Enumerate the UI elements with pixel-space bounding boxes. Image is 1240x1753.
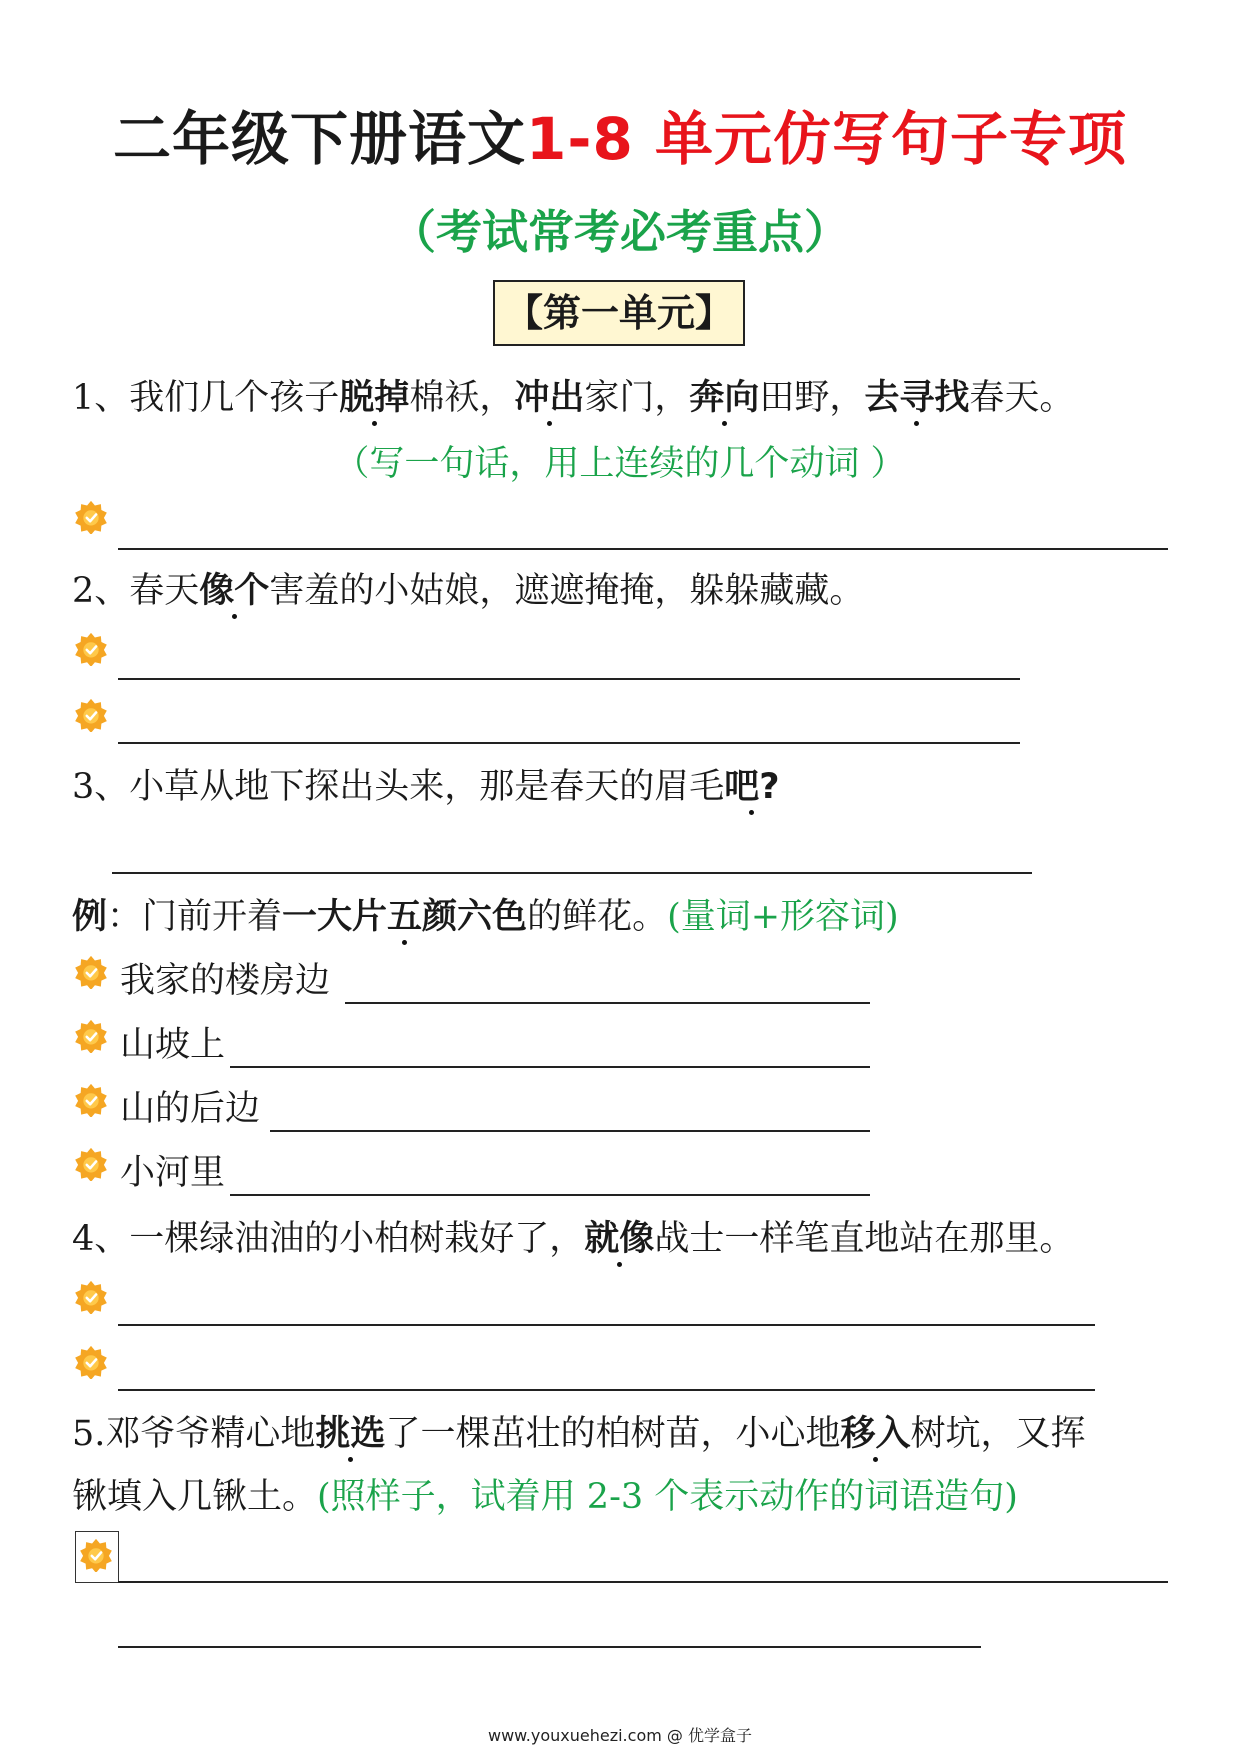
q5-text: 了一棵茁壮的柏树苗，小心地 <box>385 1414 841 1454</box>
question-4 <box>72 1216 1074 1262</box>
check-badge-icon <box>74 698 108 732</box>
example-keyword: 一大片五颜六色 <box>282 897 528 937</box>
q1-text: 家门， <box>584 378 690 418</box>
q3-keyword: 吧? <box>724 767 780 807</box>
answer-line-example-4[interactable] <box>230 1194 870 1196</box>
q1-text: 春天。 <box>969 378 1075 418</box>
q1-hint: （写一句话，用上连续的几个动词 ） <box>334 444 906 484</box>
example-label: 例 <box>72 897 108 937</box>
q2-text: 春天 <box>129 571 200 611</box>
check-badge-icon <box>74 1019 108 1053</box>
check-badge-icon <box>74 1147 108 1181</box>
check-badge-icon <box>74 955 108 989</box>
unit-heading: 【第一单元】 <box>493 280 745 346</box>
q2-keyword: 像个 <box>199 571 270 611</box>
q5-hint: (照样子，试着用 2-3 个表示动作的词语造句) <box>317 1477 1018 1517</box>
example-text: 门前开着 <box>142 897 283 937</box>
q1-text: 我们几个孩子 <box>129 378 340 418</box>
q1-text: 棉袄， <box>409 378 515 418</box>
q3-number: 3、 <box>72 767 130 807</box>
page-title <box>0 92 1240 176</box>
answer-line-example-2[interactable] <box>230 1066 870 1068</box>
check-badge-icon <box>74 500 108 534</box>
title-red-part: 1-8 单元仿写句子专项 <box>526 105 1127 173</box>
example-sentence <box>72 894 899 940</box>
subtitle: （考试常考必考重点） <box>390 205 850 259</box>
question-3 <box>72 764 780 810</box>
q5-text: 锹填入几锹土。 <box>72 1477 318 1517</box>
question-1 <box>72 375 1074 421</box>
check-badge-icon <box>74 1345 108 1379</box>
example-colon: ： <box>107 897 143 937</box>
q1-text: 田野， <box>759 378 865 418</box>
q5-verb-1: 挑选 <box>315 1414 386 1454</box>
answer-line-q5-1[interactable] <box>118 1581 1168 1583</box>
example-item: 山坡上 <box>120 1025 226 1065</box>
question-2 <box>72 568 864 614</box>
q4-number: 4、 <box>72 1219 130 1259</box>
answer-line-q3[interactable] <box>112 872 1032 874</box>
q3-text: 小草从地下探出头来，那是春天的眉毛 <box>129 767 725 807</box>
q5-verb-2: 移入 <box>840 1414 911 1454</box>
q1-number: 1、 <box>72 378 130 418</box>
q1-verb-1: 脱掉 <box>339 378 410 418</box>
q4-keyword: 就像 <box>584 1219 655 1259</box>
answer-line-q2-1[interactable] <box>118 678 1020 680</box>
footer-watermark: www.youxuehezi.com @ 优学盒子 <box>488 1726 752 1745</box>
q1-verb-2: 冲出 <box>514 378 585 418</box>
q5-text: 邓爷爷精心地 <box>105 1414 316 1454</box>
question-5-line-1 <box>72 1411 1085 1457</box>
example-text: 的鲜花。 <box>527 897 668 937</box>
q5-text: 树坑，又挥 <box>910 1414 1086 1454</box>
answer-line-example-1[interactable] <box>345 1002 870 1004</box>
answer-line-q1[interactable] <box>118 548 1168 550</box>
example-hint: (量词+形容词) <box>667 897 899 937</box>
answer-line-q2-2[interactable] <box>118 742 1020 744</box>
check-badge-icon <box>74 1083 108 1117</box>
q5-number: 5. <box>72 1414 106 1454</box>
q1-verb-3: 奔向 <box>689 378 760 418</box>
title-black-part: 二年级下册语文 <box>113 105 527 173</box>
q4-text: 一棵绿油油的小柏树栽好了， <box>129 1219 585 1259</box>
example-item: 我家的楼房边 <box>120 961 331 1001</box>
question-5-line-2 <box>72 1474 1018 1520</box>
q1-verb-4: 去寻找 <box>864 378 970 418</box>
q4-text: 战士一样笔直地站在那里。 <box>654 1219 1075 1259</box>
check-badge-icon <box>79 1538 113 1572</box>
answer-line-q4-1[interactable] <box>118 1324 1095 1326</box>
example-item: 山的后边 <box>120 1089 261 1129</box>
answer-line-q4-2[interactable] <box>118 1389 1095 1391</box>
check-badge-icon <box>74 1280 108 1314</box>
answer-line-q5-2[interactable] <box>118 1646 981 1648</box>
q2-text: 害羞的小姑娘，遮遮掩掩，躲躲藏藏。 <box>269 571 865 611</box>
q2-number: 2、 <box>72 571 130 611</box>
example-item: 小河里 <box>120 1153 226 1193</box>
check-badge-icon <box>74 632 108 666</box>
answer-line-example-3[interactable] <box>270 1130 870 1132</box>
